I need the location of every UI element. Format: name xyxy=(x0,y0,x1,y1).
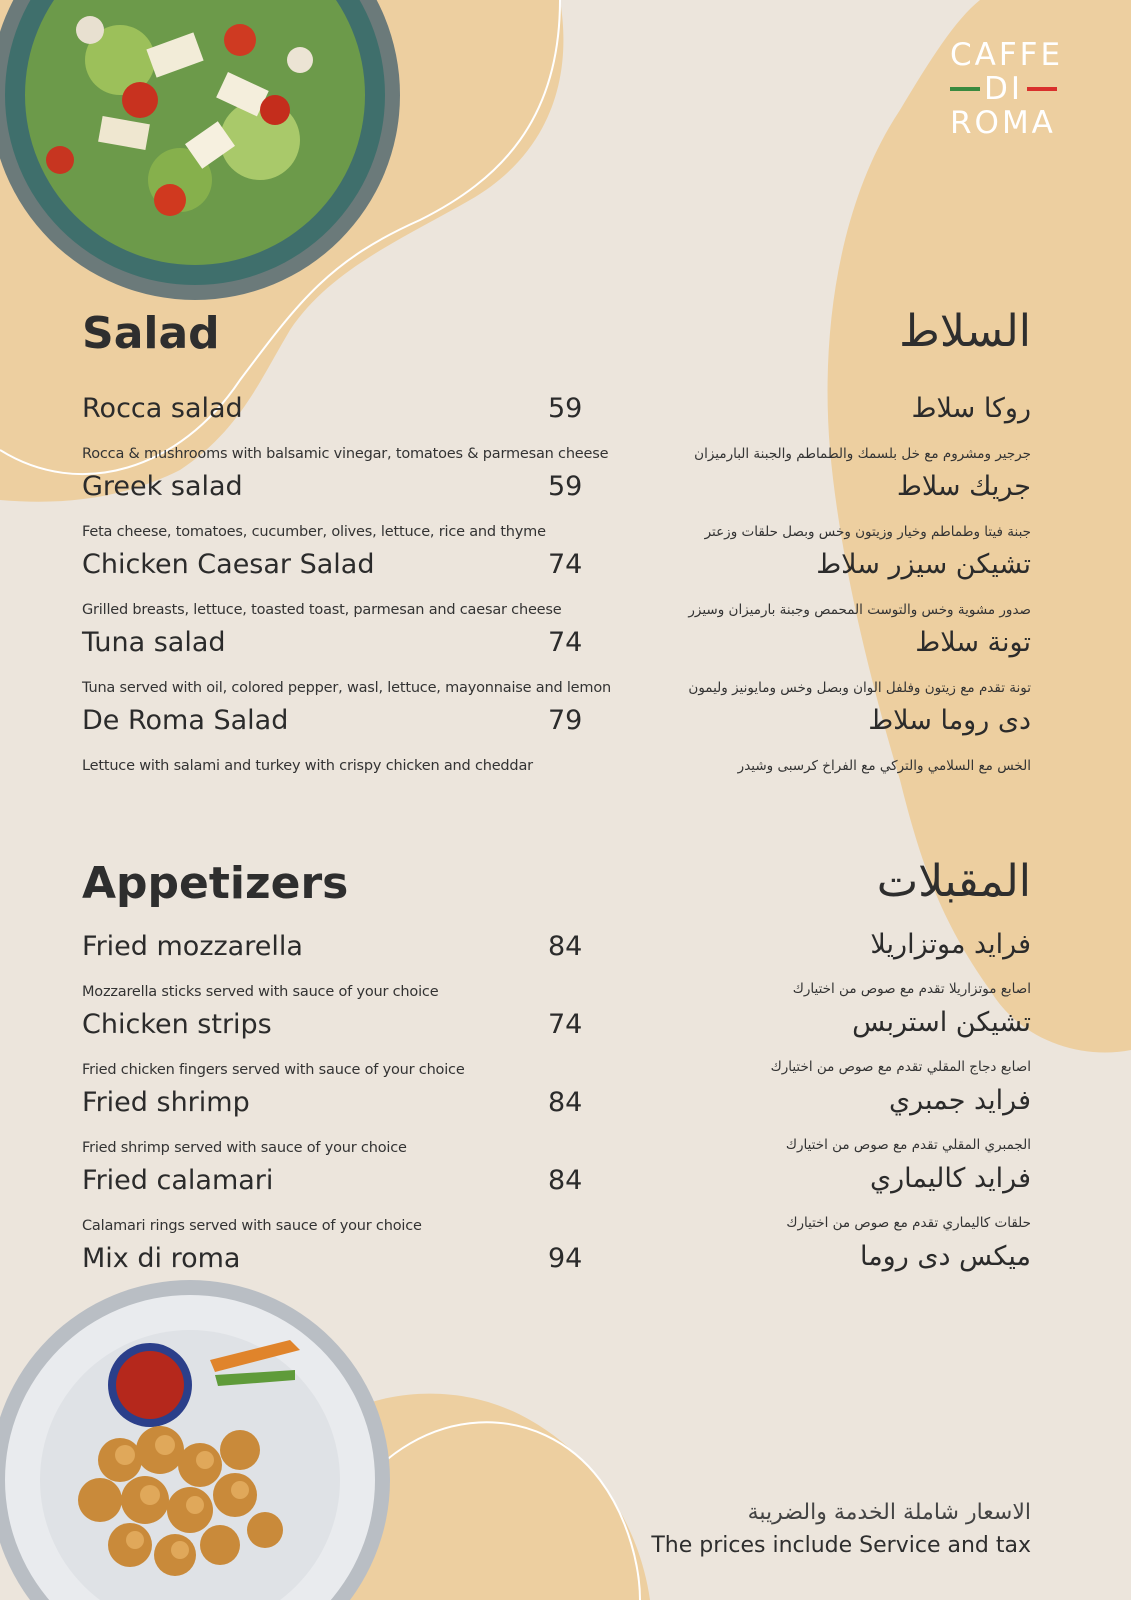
item-description-ar: صدور مشوية وخس والتوست المحمص وجبنة بارميزان وسيزر xyxy=(688,602,1031,618)
menu-item xyxy=(82,549,582,583)
menu-item xyxy=(82,1243,582,1277)
salad-title-en: Salad xyxy=(82,308,220,359)
item-price: 74 xyxy=(548,1009,583,1040)
logo-line-1: CAFFE xyxy=(950,37,1064,73)
item-description-ar: حلقات كاليماري تقدم مع صوص من اختيارك xyxy=(786,1215,1031,1231)
item-name: De Roma Salad xyxy=(82,705,289,736)
prices-note-ar: الاسعار شاملة الخدمة والضريبة xyxy=(747,1500,1031,1525)
item-description-ar: جرجير ومشروم مع خل بلسمك والطماطم والجبنة البارميزان xyxy=(694,446,1031,462)
item-description: Rocca & mushrooms with balsamic vinegar, tomatoes & parmesan cheese xyxy=(82,446,609,462)
item-name: Fried shrimp xyxy=(82,1087,250,1118)
item-description: Lettuce with salami and turkey with crispy chicken and cheddar xyxy=(82,758,533,774)
item-name-ar: دى روما سلاط xyxy=(868,705,1031,736)
item-description-ar: الجمبري المقلي تقدم مع صوص من اختيارك xyxy=(785,1137,1031,1153)
item-description: Mozzarella sticks served with sauce of your choice xyxy=(82,984,439,1000)
item-name-ar: ميكس دى روما xyxy=(859,1241,1031,1272)
item-name: Rocca salad xyxy=(82,393,243,424)
item-name: Fried calamari xyxy=(82,1165,274,1196)
item-name-ar: تونة سلاط xyxy=(915,627,1031,658)
menu-item xyxy=(82,1087,582,1121)
item-description-ar: تونة تقدم مع زيتون وفلفل الوان وبصل وخس ومايونيز وليمون xyxy=(688,680,1031,696)
item-price: 74 xyxy=(548,627,583,658)
menu-item xyxy=(82,705,582,739)
item-price: 59 xyxy=(548,393,583,424)
salad-title-ar: السلاط xyxy=(899,306,1031,357)
item-price: 84 xyxy=(548,1087,583,1118)
item-name: Tuna salad xyxy=(82,627,226,658)
item-name: Fried mozzarella xyxy=(82,931,303,962)
item-description-ar: الخس مع السلامي والتركي مع الفراخ كرسبى وشيدر xyxy=(737,758,1031,774)
appetizers-title-en: Appetizers xyxy=(82,858,349,909)
menu-item xyxy=(82,393,582,427)
item-description-ar: اصابع دجاج المقلي تقدم مع صوص من اختيارك xyxy=(770,1059,1031,1075)
item-name: Chicken strips xyxy=(82,1009,272,1040)
item-price: 79 xyxy=(548,705,583,736)
menu-item xyxy=(82,627,582,661)
item-price: 94 xyxy=(548,1243,583,1274)
item-name: Greek salad xyxy=(82,471,243,502)
item-price: 84 xyxy=(548,931,583,962)
logo-green-bar xyxy=(950,87,980,91)
fried-calamari-plate-photo xyxy=(0,1280,390,1600)
logo-line-3: ROMA xyxy=(950,105,1056,141)
logo-red-bar xyxy=(1027,87,1057,91)
item-name: Mix di roma xyxy=(82,1243,241,1274)
item-price: 84 xyxy=(548,1165,583,1196)
menu-item xyxy=(82,1009,582,1043)
logo-middle xyxy=(950,72,1080,106)
menu-item xyxy=(82,1165,582,1199)
prices-note-en: The prices include Service and tax xyxy=(651,1533,1031,1558)
item-description-ar: اصابع موتزاريلا تقدم مع صوص من اختيارك xyxy=(792,981,1031,997)
item-description-ar: جبنة فيتا وطماطم وخيار وزيتون وخس وبصل حلقات وزعتر xyxy=(704,524,1031,540)
item-name-ar: تشيكن سيزر سلاط xyxy=(816,549,1031,580)
item-name-ar: جريك سلاط xyxy=(896,471,1031,502)
item-price: 59 xyxy=(548,471,583,502)
item-name-ar: تشيكن استربس xyxy=(852,1007,1031,1038)
item-description: Calamari rings served with sauce of your choice xyxy=(82,1218,422,1234)
item-description: Fried shrimp served with sauce of your choice xyxy=(82,1140,407,1156)
item-name-ar: فرايد كاليماري xyxy=(869,1163,1031,1194)
caffe-di-roma-logo xyxy=(950,38,1080,140)
logo-line-2: DI xyxy=(984,71,1024,107)
item-name-ar: فرايد موتزاريلا xyxy=(870,929,1031,960)
item-name: Chicken Caesar Salad xyxy=(82,549,375,580)
appetizers-title-ar: المقبلات xyxy=(876,856,1031,907)
menu-item xyxy=(82,931,582,965)
menu-item xyxy=(82,471,582,505)
item-name-ar: فرايد جمبري xyxy=(888,1085,1031,1116)
item-description: Tuna served with oil, colored pepper, wasl, lettuce, mayonnaise and lemon xyxy=(82,680,611,696)
item-description: Fried chicken fingers served with sauce of your choice xyxy=(82,1062,465,1078)
item-name-ar: روكا سلاط xyxy=(911,393,1031,424)
item-description: Feta cheese, tomatoes, cucumber, olives, lettuce, rice and thyme xyxy=(82,524,546,540)
item-price: 74 xyxy=(548,549,583,580)
item-description: Grilled breasts, lettuce, toasted toast, parmesan and caesar cheese xyxy=(82,602,562,618)
